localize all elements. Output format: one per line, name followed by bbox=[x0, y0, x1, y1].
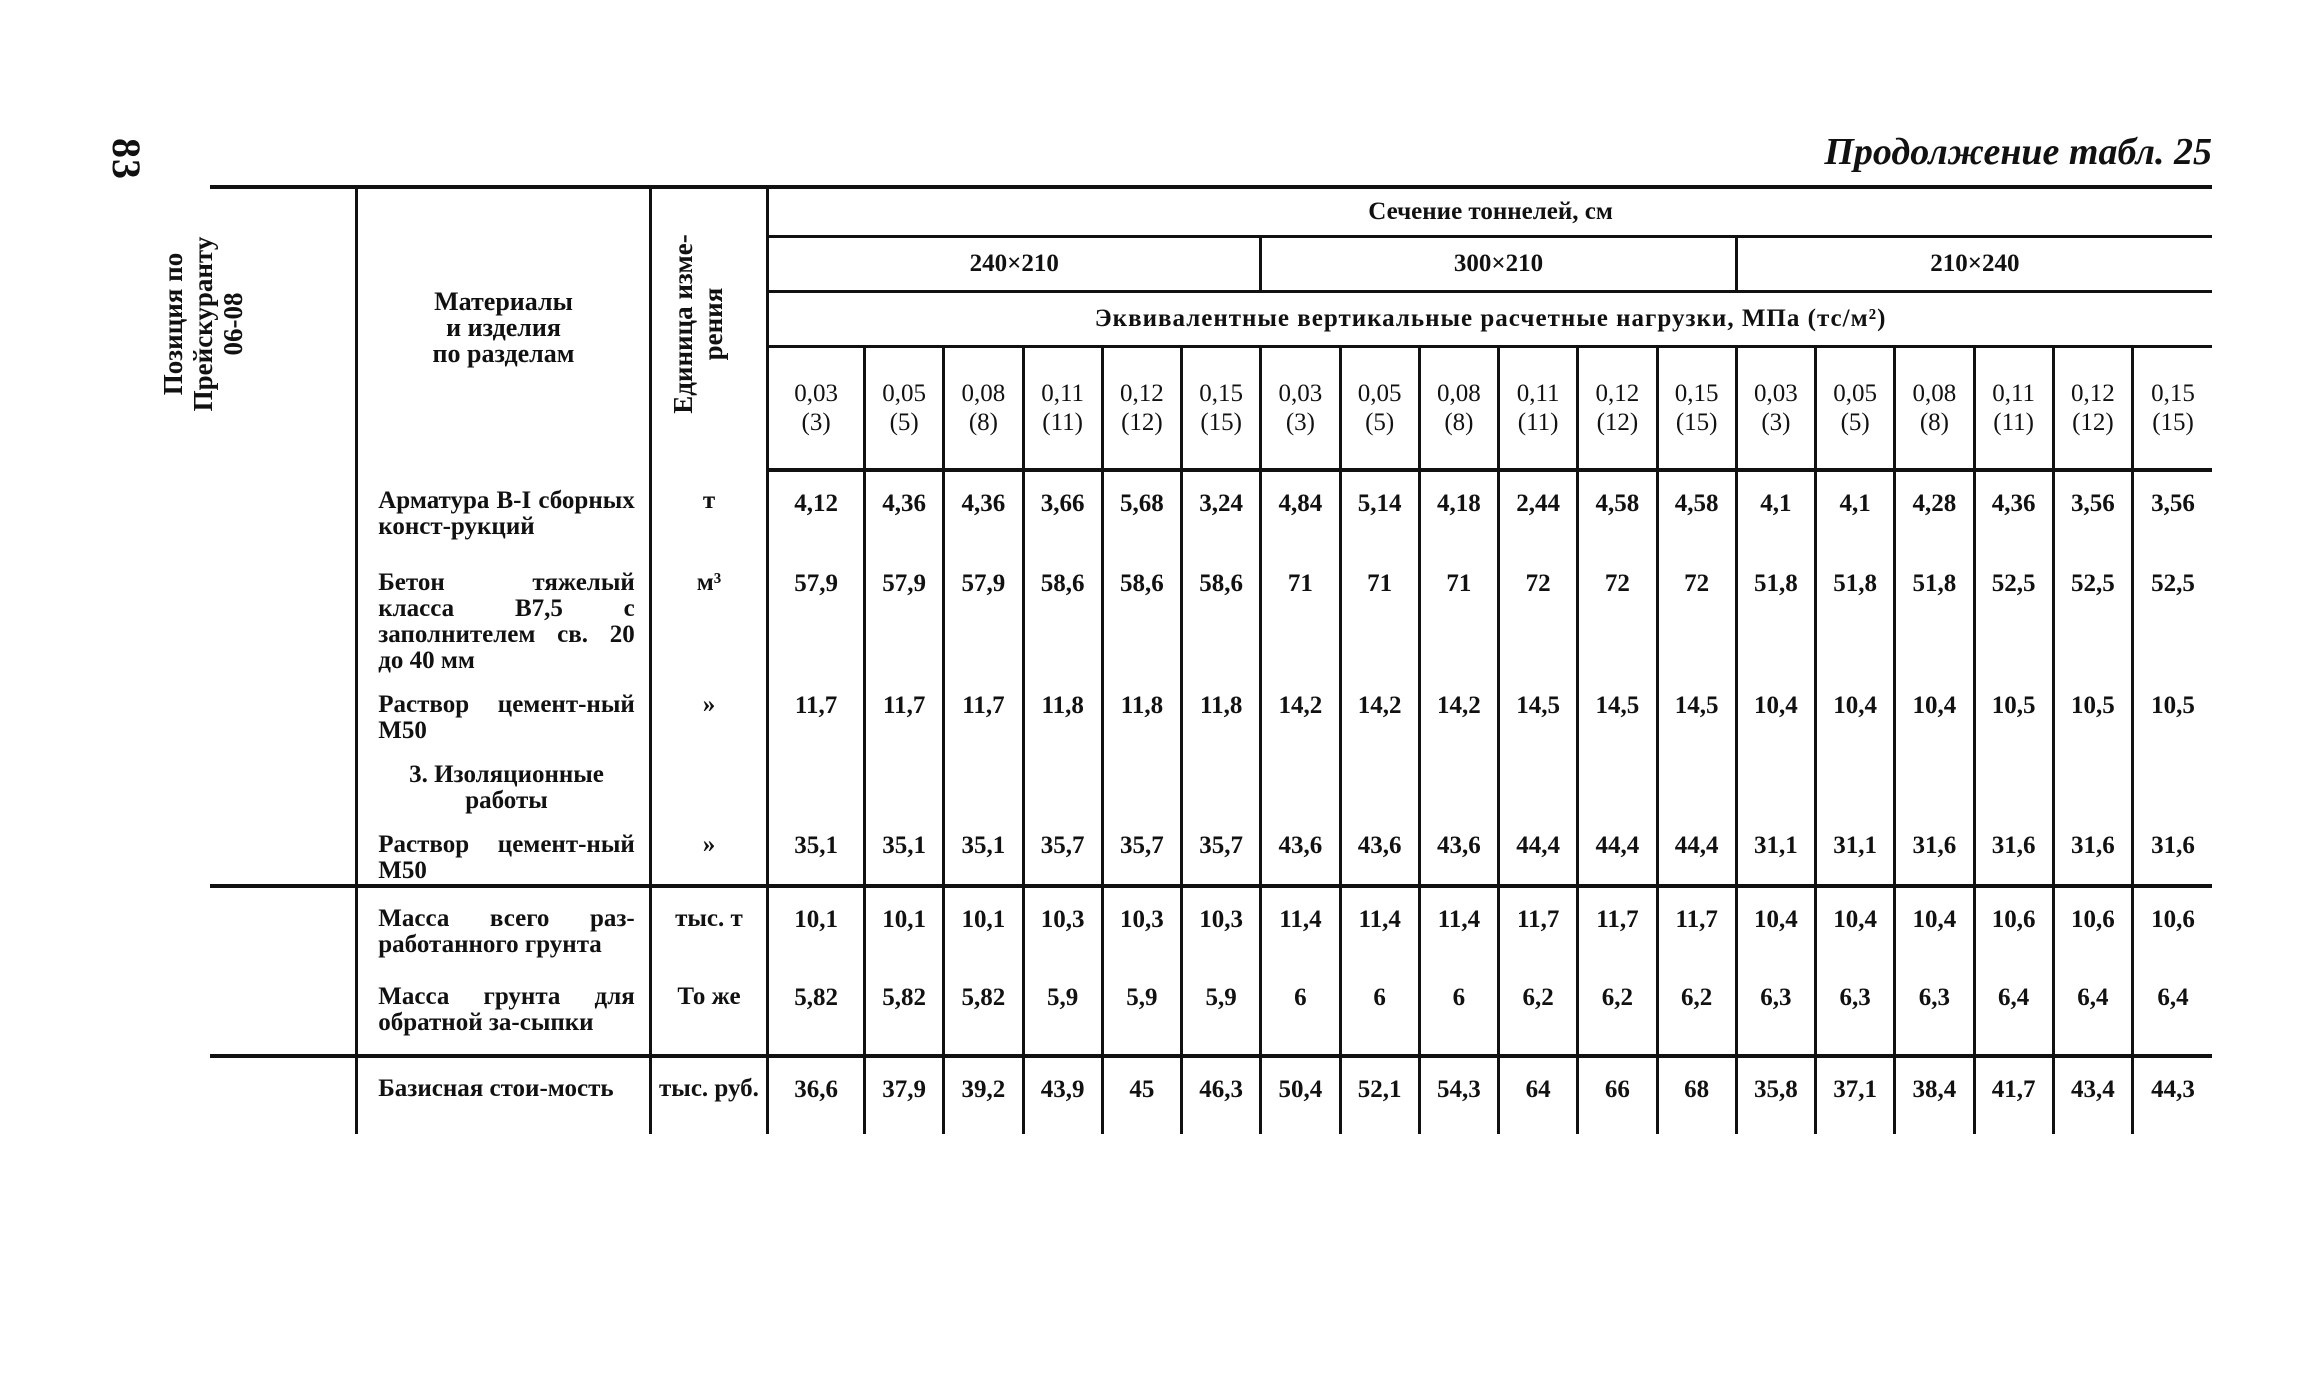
value-cell: 11,7 bbox=[768, 674, 865, 744]
value-cell: 72 bbox=[1499, 552, 1578, 674]
value-cell: 71 bbox=[1419, 552, 1498, 674]
position-cell bbox=[210, 744, 357, 814]
value-cell: 64 bbox=[1499, 1056, 1578, 1134]
value-cell: 5,9 bbox=[1182, 966, 1261, 1056]
value-cell: 4,28 bbox=[1895, 470, 1974, 552]
unit-cell bbox=[650, 744, 767, 814]
value-cell bbox=[1657, 744, 1736, 814]
material-cell: Бетон тяжелый класса В7,5 с заполнителем св. 20 до 40 мм bbox=[357, 552, 651, 674]
unit-cell: тыс. т bbox=[650, 886, 767, 966]
value-cell bbox=[1023, 744, 1102, 814]
table-row bbox=[210, 886, 2212, 966]
load-ts: (3) bbox=[1761, 409, 1791, 436]
section-210x240: 210×240 bbox=[1736, 237, 2212, 292]
load-ts: (12) bbox=[1596, 409, 1639, 436]
load-header-cell bbox=[1419, 347, 1498, 471]
section-300x210: 300×210 bbox=[1261, 237, 1737, 292]
value-cell: 57,9 bbox=[944, 552, 1023, 674]
value-cell bbox=[1578, 744, 1657, 814]
unit-column-header bbox=[650, 187, 767, 470]
page-number: 83 bbox=[104, 138, 149, 180]
load-mpa: 0,03 bbox=[1754, 380, 1798, 407]
value-cell: 11,7 bbox=[865, 674, 944, 744]
value-cell: 10,4 bbox=[1895, 674, 1974, 744]
value-cell: 10,5 bbox=[2133, 674, 2212, 744]
material-cell: Раствор цемент-ный М50 bbox=[357, 814, 651, 886]
value-cell: 11,7 bbox=[944, 674, 1023, 744]
unit-cell: т bbox=[650, 470, 767, 552]
load-header-cell bbox=[1102, 347, 1181, 471]
table-row bbox=[210, 814, 2212, 886]
value-cell: 44,3 bbox=[2133, 1056, 2212, 1134]
value-cell bbox=[1419, 744, 1498, 814]
load-header-cell bbox=[944, 347, 1023, 471]
position-cell bbox=[210, 1056, 357, 1134]
value-cell: 39,2 bbox=[944, 1056, 1023, 1134]
unit-cell: тыс. руб. bbox=[650, 1056, 767, 1134]
value-cell: 14,2 bbox=[1261, 674, 1340, 744]
value-cell: 10,6 bbox=[2133, 886, 2212, 966]
value-cell: 11,7 bbox=[1657, 886, 1736, 966]
table-row bbox=[210, 744, 2212, 814]
load-mpa: 0,08 bbox=[961, 380, 1006, 407]
value-cell bbox=[1102, 744, 1181, 814]
value-cell bbox=[2133, 744, 2212, 814]
load-mpa: 0,05 bbox=[882, 380, 927, 407]
value-cell: 66 bbox=[1578, 1056, 1657, 1134]
value-cell: 14,5 bbox=[1657, 674, 1736, 744]
load-mpa: 0,05 bbox=[1833, 380, 1878, 407]
load-ts: (5) bbox=[1365, 409, 1395, 436]
load-header-cell bbox=[1340, 347, 1419, 471]
load-ts: (8) bbox=[968, 409, 998, 436]
value-cell: 4,1 bbox=[1816, 470, 1895, 552]
value-cell: 10,4 bbox=[1816, 886, 1895, 966]
value-cell: 58,6 bbox=[1182, 552, 1261, 674]
value-cell bbox=[2053, 744, 2132, 814]
section-caption: Сечение тоннелей, см bbox=[768, 187, 2212, 237]
position-cell bbox=[210, 674, 357, 744]
value-cell: 3,56 bbox=[2133, 470, 2212, 552]
value-cell: 4,36 bbox=[944, 470, 1023, 552]
position-column-header bbox=[158, 187, 357, 470]
value-cell: 11,4 bbox=[1261, 886, 1340, 966]
unit-cell: То же bbox=[650, 966, 767, 1056]
value-cell: 3,56 bbox=[2053, 470, 2132, 552]
value-cell: 43,6 bbox=[1340, 814, 1419, 886]
value-cell: 10,4 bbox=[1895, 886, 1974, 966]
load-header-cell bbox=[2133, 347, 2212, 471]
table-row bbox=[210, 966, 2212, 1056]
value-cell: 5,82 bbox=[944, 966, 1023, 1056]
value-cell: 5,9 bbox=[1023, 966, 1102, 1056]
load-ts: (3) bbox=[1285, 409, 1315, 436]
value-cell: 31,6 bbox=[2053, 814, 2132, 886]
value-cell: 11,4 bbox=[1419, 886, 1498, 966]
value-cell: 31,1 bbox=[1816, 814, 1895, 886]
value-cell: 10,1 bbox=[865, 886, 944, 966]
position-column-label: Позиция по Прейскуранту 06-08 bbox=[158, 236, 248, 412]
value-cell: 5,82 bbox=[865, 966, 944, 1056]
load-mpa: 0,05 bbox=[1357, 380, 1402, 407]
load-ts: (12) bbox=[2072, 409, 2114, 436]
value-cell: 6 bbox=[1419, 966, 1498, 1056]
load-ts: (15) bbox=[2152, 409, 2194, 436]
value-cell: 31,6 bbox=[1974, 814, 2053, 886]
value-cell: 51,8 bbox=[1895, 552, 1974, 674]
value-cell: 52,5 bbox=[2053, 552, 2132, 674]
value-cell bbox=[1816, 744, 1895, 814]
value-cell: 4,12 bbox=[768, 470, 865, 552]
load-header-cell bbox=[1261, 347, 1340, 471]
unit-cell: » bbox=[650, 814, 767, 886]
section-240x210: 240×210 bbox=[768, 237, 1261, 292]
value-cell bbox=[768, 744, 865, 814]
position-cell bbox=[210, 814, 357, 886]
load-mpa: 0,11 bbox=[1041, 380, 1085, 407]
value-cell: 38,4 bbox=[1895, 1056, 1974, 1134]
value-cell bbox=[1182, 744, 1261, 814]
value-cell: 41,7 bbox=[1974, 1056, 2053, 1134]
value-cell: 36,6 bbox=[768, 1056, 865, 1134]
load-ts: (11) bbox=[1042, 409, 1084, 436]
value-cell: 68 bbox=[1657, 1056, 1736, 1134]
load-mpa: 0,08 bbox=[1912, 380, 1957, 407]
value-cell bbox=[1340, 744, 1419, 814]
value-cell: 4,36 bbox=[1974, 470, 2053, 552]
value-cell: 50,4 bbox=[1261, 1056, 1340, 1134]
value-cell: 31,6 bbox=[1895, 814, 1974, 886]
value-cell: 6,2 bbox=[1657, 966, 1736, 1056]
value-cell: 58,6 bbox=[1023, 552, 1102, 674]
value-cell: 5,14 bbox=[1340, 470, 1419, 552]
value-cell bbox=[1895, 744, 1974, 814]
value-cell: 71 bbox=[1340, 552, 1419, 674]
unit-column-label: Единица изме- рения bbox=[667, 234, 728, 414]
value-cell: 6,3 bbox=[1736, 966, 1815, 1056]
value-cell: 3,24 bbox=[1182, 470, 1261, 552]
value-cell: 4,36 bbox=[865, 470, 944, 552]
value-cell: 5,9 bbox=[1102, 966, 1181, 1056]
load-header-cell bbox=[1816, 347, 1895, 471]
material-cell: Раствор цемент-ный М50 bbox=[357, 674, 651, 744]
material-cell: Масса грунта для обратной за-сыпки bbox=[357, 966, 651, 1056]
value-cell: 10,4 bbox=[1816, 674, 1895, 744]
value-cell: 6,4 bbox=[2133, 966, 2212, 1056]
load-mpa: 0,12 bbox=[1595, 380, 1640, 407]
value-cell: 6 bbox=[1340, 966, 1419, 1056]
value-cell: 10,1 bbox=[768, 886, 865, 966]
value-cell: 10,6 bbox=[2053, 886, 2132, 966]
position-cell bbox=[210, 470, 357, 552]
loads-caption: Эквивалентные вертикальные расчетные нагрузки, МПа (тс/м²) bbox=[768, 292, 2212, 347]
value-cell: 10,5 bbox=[2053, 674, 2132, 744]
value-cell: 51,8 bbox=[1736, 552, 1815, 674]
value-cell: 14,5 bbox=[1578, 674, 1657, 744]
value-cell: 11,4 bbox=[1340, 886, 1419, 966]
value-cell: 51,8 bbox=[1816, 552, 1895, 674]
value-cell: 2,44 bbox=[1499, 470, 1578, 552]
value-cell: 35,7 bbox=[1182, 814, 1261, 886]
load-header-cell bbox=[1657, 347, 1736, 471]
value-cell: 35,1 bbox=[768, 814, 865, 886]
value-cell: 14,5 bbox=[1499, 674, 1578, 744]
value-cell: 10,3 bbox=[1102, 886, 1181, 966]
value-cell: 6,3 bbox=[1816, 966, 1895, 1056]
value-cell: 5,68 bbox=[1102, 470, 1181, 552]
value-cell: 6,2 bbox=[1499, 966, 1578, 1056]
value-cell: 37,1 bbox=[1816, 1056, 1895, 1134]
value-cell: 35,1 bbox=[944, 814, 1023, 886]
load-header-cell bbox=[1023, 347, 1102, 471]
load-ts: (11) bbox=[1517, 409, 1559, 436]
load-header-cell bbox=[1974, 347, 2053, 471]
value-cell: 4,84 bbox=[1261, 470, 1340, 552]
value-cell: 6,2 bbox=[1578, 966, 1657, 1056]
value-cell bbox=[865, 744, 944, 814]
value-cell: 10,5 bbox=[1974, 674, 2053, 744]
value-cell: 6,4 bbox=[2053, 966, 2132, 1056]
load-ts: (15) bbox=[1675, 409, 1718, 436]
value-cell: 11,8 bbox=[1023, 674, 1102, 744]
material-cell: Базисная стои-мость bbox=[357, 1056, 651, 1134]
value-cell: 31,6 bbox=[2133, 814, 2212, 886]
value-cell bbox=[1974, 744, 2053, 814]
load-header-cell bbox=[1578, 347, 1657, 471]
load-ts: (8) bbox=[1444, 409, 1474, 436]
unit-cell: м³ bbox=[650, 552, 767, 674]
value-cell: 43,4 bbox=[2053, 1056, 2132, 1134]
value-cell: 10,4 bbox=[1736, 674, 1815, 744]
value-cell bbox=[1736, 744, 1815, 814]
value-cell: 71 bbox=[1261, 552, 1340, 674]
load-mpa: 0,15 bbox=[2151, 380, 2195, 407]
load-ts: (5) bbox=[1840, 409, 1870, 436]
position-cell bbox=[210, 886, 357, 966]
value-cell: 37,9 bbox=[865, 1056, 944, 1134]
value-cell: 72 bbox=[1657, 552, 1736, 674]
load-ts: (15) bbox=[1200, 409, 1242, 436]
value-cell: 31,1 bbox=[1736, 814, 1815, 886]
value-cell: 58,6 bbox=[1102, 552, 1181, 674]
load-mpa: 0,11 bbox=[1992, 380, 2036, 407]
table-row bbox=[210, 552, 2212, 674]
load-mpa: 0,03 bbox=[794, 380, 838, 407]
value-cell: 11,8 bbox=[1102, 674, 1181, 744]
value-cell: 4,58 bbox=[1657, 470, 1736, 552]
value-cell: 52,5 bbox=[1974, 552, 2053, 674]
value-cell: 10,3 bbox=[1182, 886, 1261, 966]
table-row bbox=[210, 1056, 2212, 1134]
value-cell: 72 bbox=[1578, 552, 1657, 674]
table-row bbox=[210, 470, 2212, 552]
value-cell: 35,8 bbox=[1736, 1056, 1815, 1134]
value-cell: 10,3 bbox=[1023, 886, 1102, 966]
load-mpa: 0,15 bbox=[1199, 380, 1244, 407]
value-cell: 57,9 bbox=[865, 552, 944, 674]
value-cell: 4,1 bbox=[1736, 470, 1815, 552]
material-cell: Арматура В-I сборных конст-рукций bbox=[357, 470, 651, 552]
value-cell: 43,6 bbox=[1419, 814, 1498, 886]
materials-table bbox=[158, 185, 2212, 1134]
position-cell bbox=[210, 552, 357, 674]
load-header-cell bbox=[768, 347, 865, 471]
position-cell bbox=[210, 966, 357, 1056]
value-cell: 44,4 bbox=[1499, 814, 1578, 886]
value-cell: 14,2 bbox=[1340, 674, 1419, 744]
value-cell: 35,7 bbox=[1023, 814, 1102, 886]
value-cell: 14,2 bbox=[1419, 674, 1498, 744]
value-cell bbox=[1261, 744, 1340, 814]
value-cell: 10,6 bbox=[1974, 886, 2053, 966]
value-cell: 4,58 bbox=[1578, 470, 1657, 552]
value-cell: 5,82 bbox=[768, 966, 865, 1056]
load-header-cell bbox=[1895, 347, 1974, 471]
value-cell: 11,8 bbox=[1182, 674, 1261, 744]
load-header-cell bbox=[865, 347, 944, 471]
value-cell: 6,4 bbox=[1974, 966, 2053, 1056]
load-ts: (8) bbox=[1919, 409, 1949, 436]
load-mpa: 0,08 bbox=[1437, 380, 1481, 407]
value-cell: 43,6 bbox=[1261, 814, 1340, 886]
table-row bbox=[210, 674, 2212, 744]
value-cell: 4,18 bbox=[1419, 470, 1498, 552]
value-cell: 44,4 bbox=[1578, 814, 1657, 886]
value-cell: 44,4 bbox=[1657, 814, 1736, 886]
load-header-cell bbox=[1182, 347, 1261, 471]
value-cell: 6 bbox=[1261, 966, 1340, 1056]
value-cell: 54,3 bbox=[1419, 1056, 1498, 1134]
load-mpa: 0,11 bbox=[1516, 380, 1560, 407]
value-cell: 46,3 bbox=[1182, 1056, 1261, 1134]
value-cell: 45 bbox=[1102, 1056, 1181, 1134]
load-ts: (3) bbox=[801, 409, 831, 436]
value-cell bbox=[944, 744, 1023, 814]
value-cell bbox=[1499, 744, 1578, 814]
load-ts: (11) bbox=[1993, 409, 2035, 436]
load-ts: (12) bbox=[1121, 409, 1163, 436]
load-header-cell bbox=[1499, 347, 1578, 471]
unit-cell: » bbox=[650, 674, 767, 744]
value-cell: 43,9 bbox=[1023, 1056, 1102, 1134]
value-cell: 11,7 bbox=[1499, 886, 1578, 966]
load-header-cell bbox=[1736, 347, 1815, 471]
load-mpa: 0,15 bbox=[1674, 380, 1719, 407]
load-mpa: 0,12 bbox=[1120, 380, 1164, 407]
material-cell: Масса всего раз-работанного грунта bbox=[357, 886, 651, 966]
value-cell: 52,1 bbox=[1340, 1056, 1419, 1134]
load-header-cell bbox=[2053, 347, 2132, 471]
value-cell: 35,1 bbox=[865, 814, 944, 886]
value-cell: 52,5 bbox=[2133, 552, 2212, 674]
load-mpa: 0,12 bbox=[2071, 380, 2115, 407]
value-cell: 10,1 bbox=[944, 886, 1023, 966]
load-ts: (5) bbox=[889, 409, 919, 436]
load-mpa: 0,03 bbox=[1278, 380, 1323, 407]
value-cell: 6,3 bbox=[1895, 966, 1974, 1056]
materials-column-header: Материалы и изделия по разделам bbox=[357, 187, 651, 470]
value-cell: 11,7 bbox=[1578, 886, 1657, 966]
continuation-title: Продолжение табл. 25 bbox=[1824, 131, 2212, 173]
value-cell: 3,66 bbox=[1023, 470, 1102, 552]
value-cell: 35,7 bbox=[1102, 814, 1181, 886]
value-cell: 10,4 bbox=[1736, 886, 1815, 966]
value-cell: 57,9 bbox=[768, 552, 865, 674]
material-cell: 3. Изоляционные работы bbox=[357, 744, 651, 814]
